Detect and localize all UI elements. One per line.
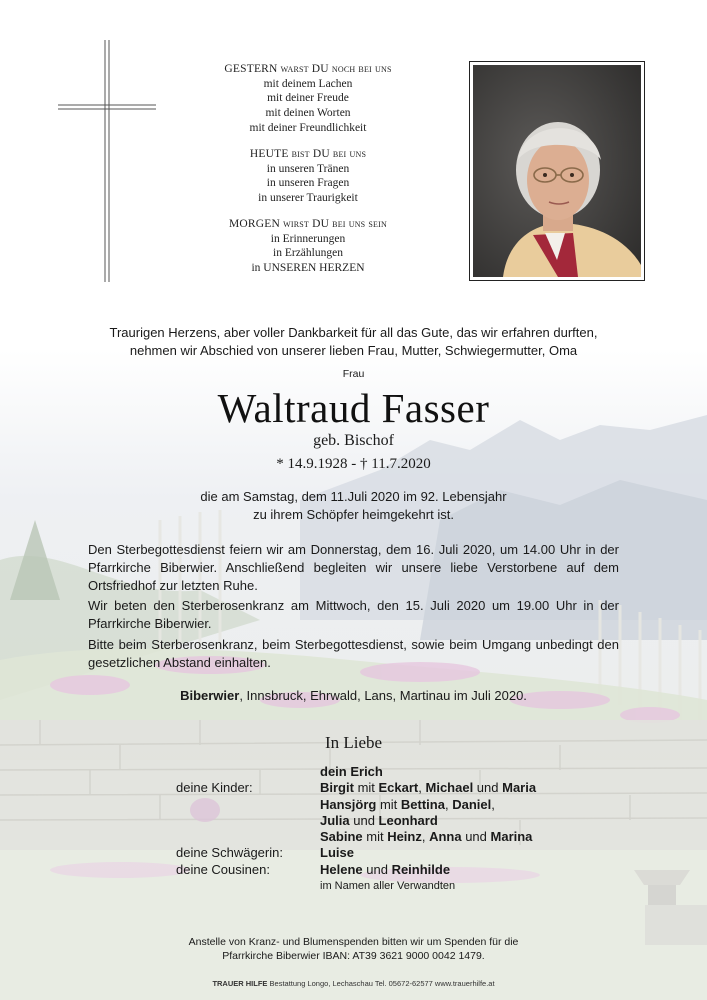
poem-stanza-today xyxy=(196,147,420,206)
family-row xyxy=(320,862,450,877)
poem-line: in Erinnerungen xyxy=(270,232,346,245)
imprint xyxy=(0,979,707,988)
deceased-name: Waltraud Fasser xyxy=(217,385,490,431)
family-husband xyxy=(320,764,383,779)
connector: und xyxy=(473,780,503,795)
poem-line: mit deiner Freundlichkeit xyxy=(249,121,367,134)
family-row xyxy=(320,829,532,844)
death-notice xyxy=(0,488,707,524)
poem-line: GESTERN warst DU noch bei uns xyxy=(224,63,392,75)
portrait-photo-frame xyxy=(469,61,645,281)
places-rest: , Innsbruck, Ehrwald, Lans, Martinau im Juli 2020. xyxy=(239,688,527,703)
distance-paragraph: Bitte beim Sterberosenkranz, beim Sterbegottesdienst, sowie beim Umgang unbedingt den gesetzlichen Abstand einhalten. xyxy=(88,637,619,670)
child-name: Birgit xyxy=(320,780,354,795)
donation-note xyxy=(0,935,707,963)
donation-line: Pfarrkirche Biberwier IBAN: AT39 3621 9000 0042 1479. xyxy=(222,950,485,962)
connector: , xyxy=(491,797,495,812)
poem-line: mit deinen Worten xyxy=(265,107,351,120)
portrait-photo xyxy=(473,65,641,277)
intro-line: nehmen wir Abschied von unserer lieben Frau, Mutter, Schwiegermutter, Oma xyxy=(129,343,578,358)
cross-icon xyxy=(58,40,156,282)
poem-line: HEUTE bist DU bei uns xyxy=(249,148,367,160)
salutation: Frau xyxy=(342,368,365,380)
donation-line: Anstelle von Kranz- und Blumenspenden bitten wir um Spenden für die xyxy=(188,936,519,948)
place-primary: Biberwier xyxy=(180,688,240,703)
intro-text xyxy=(60,324,647,360)
poem-stanza-tomorrow xyxy=(196,217,420,276)
connector: , xyxy=(444,797,453,812)
spouse-name: Bettina xyxy=(400,797,445,812)
intro-line: Traurigen Herzens, aber voller Dankbarkeit für all das Gute, das wir erfahren durften, xyxy=(109,325,598,340)
grandchild-name: Julia xyxy=(320,813,350,828)
husband-name: dein Erich xyxy=(320,764,383,779)
cousin-name: Helene xyxy=(320,862,363,877)
connector: , xyxy=(421,829,430,844)
family-row xyxy=(320,780,536,795)
schwaegerin-label: deine Schwägerin: xyxy=(176,845,283,860)
poem-line: MORGEN wirst DU bei uns sein xyxy=(229,218,387,230)
poem-line: in unseren Tränen xyxy=(266,162,350,175)
funeral-paragraph: Den Sterbegottesdienst feiern wir am Donnerstag, dem 16. Juli 2020, um 14.00 Uhr in der Pfarrkirche Biberwier. Anschließend begleiten wir unsere liebe Verstorbene auf dem Ortsfriedhof zur letzten Ruhe. xyxy=(88,542,619,593)
poem-line: mit deinem Lachen xyxy=(263,77,353,90)
poem-line: in UNSEREN HERZEN xyxy=(251,262,365,275)
poem-line: mit deiner Freude xyxy=(267,92,349,105)
places-date-line xyxy=(0,688,707,703)
child-name: Sabine xyxy=(320,829,363,844)
in-liebe-heading: In Liebe xyxy=(324,733,383,752)
grandchild-name: Maria xyxy=(502,780,537,795)
spouse-name: Heinz xyxy=(387,829,422,844)
spouse-name: Eckart xyxy=(378,780,419,795)
imprint-details: Bestattung Longo, Lechaschau Tel. 05672-62577 www.trauerhilfe.at xyxy=(267,979,495,988)
cousin-name: Reinhilde xyxy=(391,862,451,877)
family-row xyxy=(320,813,438,828)
connector: mit xyxy=(353,780,379,795)
death-line: zu ihrem Schöpfer heimgekehrt ist. xyxy=(253,507,454,522)
connector: mit xyxy=(376,797,401,812)
grandchild-name: Leonhard xyxy=(378,813,438,828)
birth-name: geb. Bischof xyxy=(313,432,394,449)
grandchild-name: Anna xyxy=(429,829,462,844)
life-dates: * 14.9.1928 - † 11.7.2020 xyxy=(276,456,431,472)
connector: und xyxy=(349,813,379,828)
connector: und xyxy=(461,829,491,844)
all-relatives-line: im Namen aller Verwandten xyxy=(320,880,456,892)
grandchild-name: Daniel xyxy=(452,797,492,812)
child-name: Hansjörg xyxy=(320,797,377,812)
rosary-paragraph: Wir beten den Sterberosenkranz am Mittwoch, den 15. Juli 2020 um 19.00 Uhr in der Pfarrkirche Biberwier. xyxy=(88,598,619,631)
poem-line: in Erzählungen xyxy=(273,247,343,260)
death-line: die am Samstag, dem 11.Juli 2020 im 92. Lebensjahr xyxy=(200,489,507,504)
imprint-brand: TRAUER HILFE xyxy=(212,979,268,988)
kinder-label: deine Kinder: xyxy=(176,780,253,795)
poem-line: in unseren Fragen xyxy=(266,177,350,190)
grandchild-name: Marina xyxy=(490,829,533,844)
poem-line: in unserer Traurigkeit xyxy=(258,192,358,205)
connector: und xyxy=(362,862,392,877)
poem-stanza-yesterday xyxy=(196,62,420,136)
sister-in-law-name: Luise xyxy=(320,845,354,860)
connector: mit xyxy=(362,829,388,844)
grandchild-name: Michael xyxy=(425,780,474,795)
family-row xyxy=(320,797,495,812)
cousinen-label: deine Cousinen: xyxy=(176,862,270,877)
family-row xyxy=(320,845,354,860)
connector: , xyxy=(418,780,426,795)
